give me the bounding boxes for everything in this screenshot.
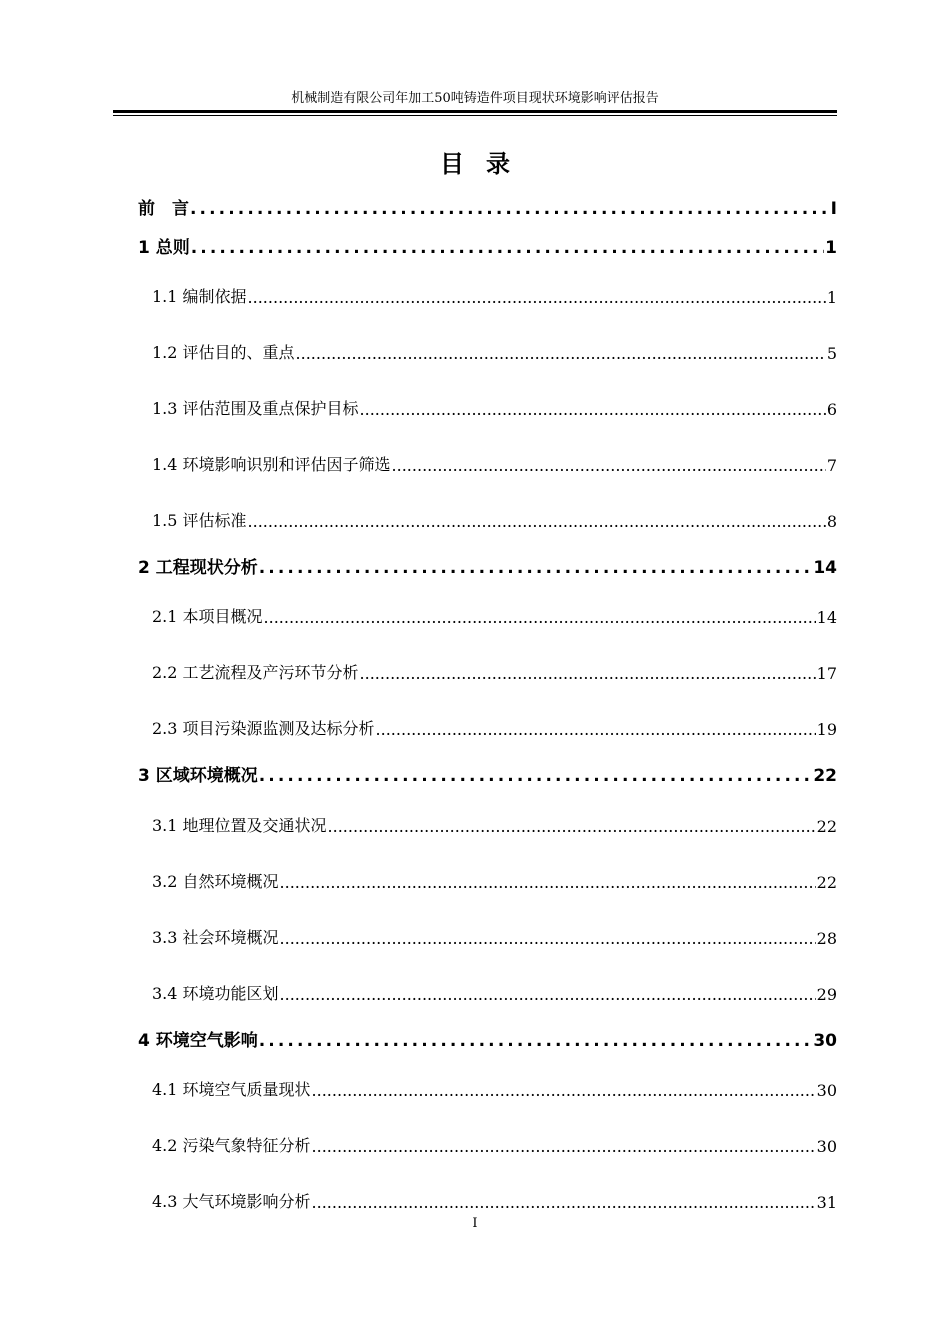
toc-entry-page: 30 (813, 1031, 837, 1051)
toc-entry-label: 1 总则 (138, 238, 190, 258)
toc-entry-label: 1.5 评估标准 (152, 511, 247, 530)
toc-leader-dots (190, 199, 830, 219)
page-number: I (472, 1216, 478, 1231)
toc-entry-label: 4.3 大气环境影响分析 (152, 1192, 311, 1211)
toc-entry-4-2[interactable] (152, 1134, 837, 1156)
toc-entry-1-4[interactable] (152, 453, 837, 475)
toc-entry-label: 1.4 环境影响识别和评估因子筛选 (152, 455, 391, 474)
toc-entry-page: 29 (816, 985, 837, 1004)
toc-entry-1-2[interactable] (152, 341, 837, 363)
toc-entry-chapter-2[interactable] (138, 552, 837, 578)
toc-leader-dots (259, 558, 813, 578)
toc-entry-label: 3.1 地理位置及交通状况 (152, 816, 327, 835)
toc-entry-3-1[interactable] (152, 814, 837, 836)
toc-leader-dots (264, 608, 816, 627)
toc-entry-label: 1.1 编制依据 (152, 287, 247, 306)
toc-entry-label: 1.3 评估范围及重点保护目标 (152, 399, 359, 418)
toc-entry-chapter-1[interactable] (138, 232, 837, 258)
toc-leader-dots (312, 1081, 816, 1100)
toc-leader-dots (259, 1031, 813, 1051)
toc-entry-page: 30 (816, 1137, 837, 1156)
toc-entry-label: 2.3 项目污染源监测及达标分析 (152, 719, 375, 738)
toc-leader-dots (376, 720, 816, 739)
toc-entry-1-5[interactable] (152, 509, 837, 531)
toc-entry-3-4[interactable] (152, 982, 837, 1004)
toc-entry-label: 4.2 污染气象特征分析 (152, 1136, 311, 1155)
toc-entry-3-3[interactable] (152, 926, 837, 948)
toc-leader-dots (360, 400, 826, 419)
toc-entry-label: 2.1 本项目概况 (152, 607, 263, 626)
toc-entry-1-3[interactable] (152, 397, 837, 419)
toc-entry-page: 7 (826, 456, 837, 475)
toc-entry-page: 22 (816, 873, 837, 892)
toc-entry-label: 2 工程现状分析 (138, 558, 258, 578)
toc-leader-dots (280, 985, 816, 1004)
toc-entry-chapter-3[interactable] (138, 760, 837, 786)
toc-entry-2-2[interactable] (152, 661, 837, 683)
toc-leader-dots (248, 288, 826, 307)
toc-entry-page: 22 (813, 766, 837, 786)
toc-entry-label: 前 言 (138, 199, 189, 219)
toc-entry-label: 2.2 工艺流程及产污环节分析 (152, 663, 359, 682)
toc-title: 目录 (440, 150, 532, 178)
toc-entry-page: 14 (813, 558, 837, 578)
toc-entry-page: 8 (826, 512, 837, 531)
toc-entry-label: 4.1 环境空气质量现状 (152, 1080, 311, 1099)
toc-entry-page: 28 (816, 929, 837, 948)
toc-entry-label: 3.2 自然环境概况 (152, 872, 279, 891)
toc-leader-dots (259, 766, 813, 786)
toc-entry-page: 6 (826, 400, 837, 419)
toc-leader-dots (280, 929, 816, 948)
toc-leader-dots (392, 456, 826, 475)
toc-entry-page: 31 (816, 1193, 837, 1212)
running-header: 机械制造有限公司年加工50吨铸造件项目现状环境影响评估报告 (291, 91, 659, 106)
toc-entry-4-1[interactable] (152, 1078, 837, 1100)
toc-leader-dots (248, 512, 826, 531)
toc-leader-dots (312, 1193, 816, 1212)
toc-entry-page: 30 (816, 1081, 837, 1100)
toc-entry-page: 14 (816, 608, 837, 627)
toc-entry-4-3[interactable] (152, 1190, 837, 1212)
toc-entry-page: 19 (816, 720, 837, 739)
toc-entry-page: I (830, 199, 837, 219)
toc-leader-dots (191, 238, 824, 258)
toc-leader-dots (360, 664, 816, 683)
toc-entry-page: 1 (825, 238, 837, 258)
toc-entry-2-3[interactable] (152, 717, 837, 739)
toc-entry-3-2[interactable] (152, 870, 837, 892)
toc-leader-dots (328, 817, 816, 836)
toc-entry-label: 3.4 环境功能区划 (152, 984, 279, 1003)
toc-entry-label: 1.2 评估目的、重点 (152, 343, 295, 362)
toc-entry-page: 17 (816, 664, 837, 683)
toc-entry-label: 4 环境空气影响 (138, 1031, 258, 1051)
toc-leader-dots (280, 873, 816, 892)
toc-entry-chapter-4[interactable] (138, 1025, 837, 1051)
toc-leader-dots (312, 1137, 816, 1156)
toc-entry-label: 3.3 社会环境概况 (152, 928, 279, 947)
toc-entry-page: 1 (826, 288, 837, 307)
toc-entry-page: 5 (826, 344, 837, 363)
toc-entry-label: 3 区域环境概况 (138, 766, 258, 786)
toc-entry-page: 22 (816, 817, 837, 836)
toc-leader-dots (296, 344, 826, 363)
toc-entry-2-1[interactable] (152, 605, 837, 627)
toc-entry-1-1[interactable] (152, 285, 837, 307)
toc-entry-preface[interactable] (138, 193, 837, 219)
